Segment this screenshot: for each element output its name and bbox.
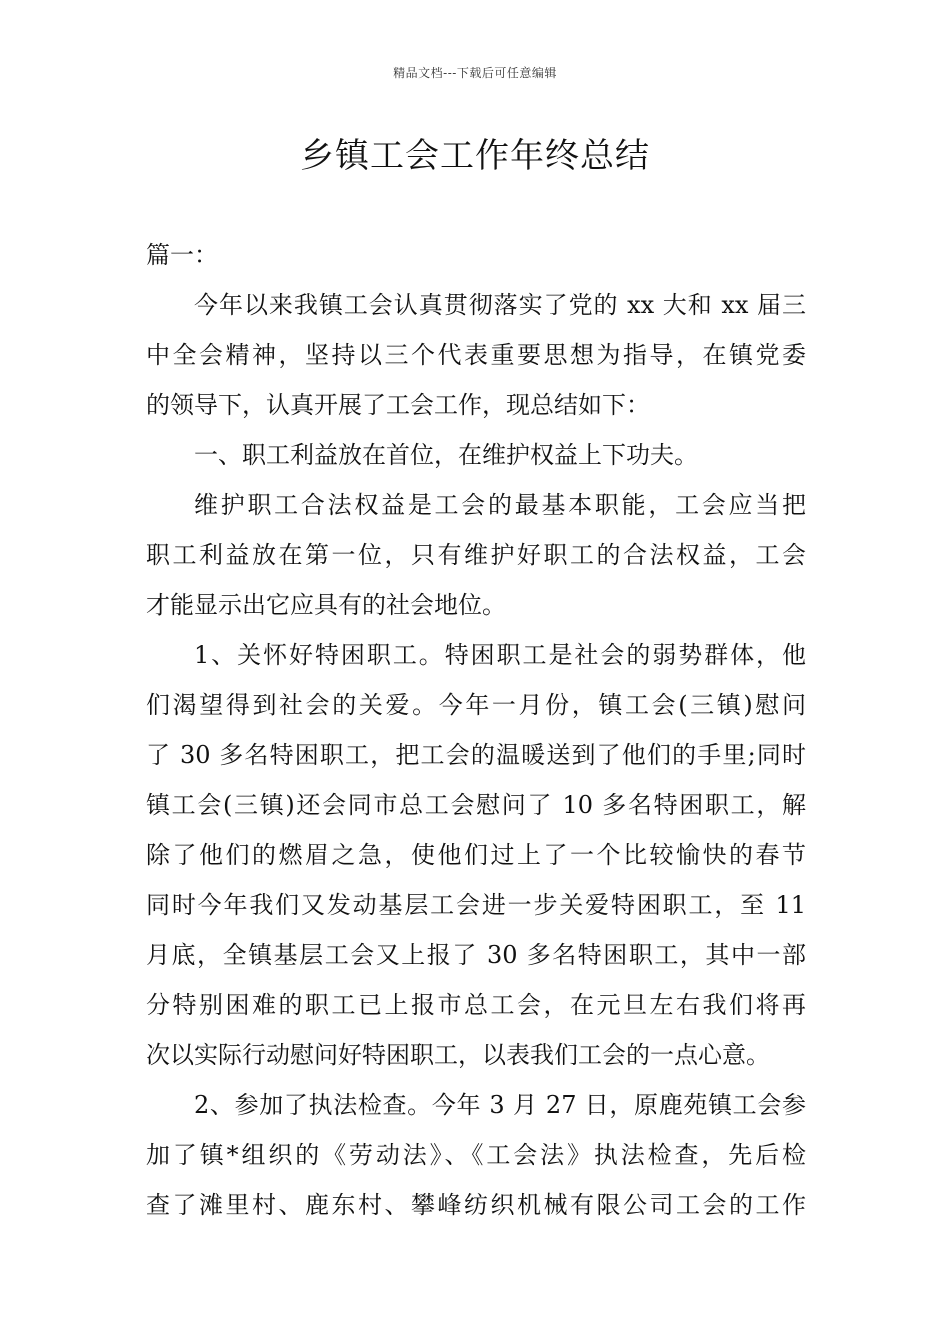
body-line: 职工利益放在第一位，只有维护好职工的合法权益，工会 [146, 541, 806, 569]
body-line: 次以实际行动慰问好特困职工，以表我们工会的一点心意。 [146, 1041, 770, 1069]
body-line: 今年以来我镇工会认真贯彻落实了党的 xx 大和 xx 届三 [194, 291, 806, 319]
document-title: 乡镇工会工作年终总结 [300, 136, 650, 176]
body-line: 同时今年我们又发动基层工会进一步关爱特困职工，至 11 [146, 891, 806, 919]
document-body [146, 230, 806, 1230]
body-line: 了 30 多名特困职工，把工会的温暖送到了他们的手里;同时 [146, 741, 806, 769]
body-line: 的领导下，认真开展了工会工作，现总结如下： [146, 391, 650, 419]
body-line: 分特别困难的职工已上报市总工会，在元旦左右我们将再 [146, 991, 806, 1019]
body-line: 镇工会(三镇)还会同市总工会慰问了 10 多名特困职工，解 [146, 791, 806, 819]
body-line: 查了滩里村、鹿东村、攀峰纺织机械有限公司工会的工作 [146, 1191, 806, 1219]
body-line: 加了镇*组织的《劳动法》、《工会法》执法检查，先后检 [146, 1141, 806, 1169]
body-line: 月底，全镇基层工会又上报了 30 多名特困职工，其中一部 [146, 941, 806, 969]
header-note: 精品文档---下载后可任意编辑 [393, 66, 557, 80]
body-line: 一、职工利益放在首位，在维护权益上下功夫。 [194, 441, 698, 469]
body-line: 篇一： [146, 241, 218, 269]
body-line: 2、参加了执法检查。今年 3 月 27 日，原鹿苑镇工会参 [194, 1091, 806, 1119]
body-line: 们渴望得到社会的关爱。今年一月份，镇工会(三镇)慰问 [146, 691, 806, 719]
body-line: 维护职工合法权益是工会的最基本职能，工会应当把 [194, 491, 806, 519]
body-line: 才能显示出它应具有的社会地位。 [146, 591, 506, 619]
body-line: 1、关怀好特困职工。特困职工是社会的弱势群体，他 [194, 641, 806, 669]
body-line: 中全会精神，坚持以三个代表重要思想为指导，在镇党委 [146, 341, 806, 369]
body-line: 除了他们的燃眉之急，使他们过上了一个比较愉快的春节 [146, 841, 806, 869]
